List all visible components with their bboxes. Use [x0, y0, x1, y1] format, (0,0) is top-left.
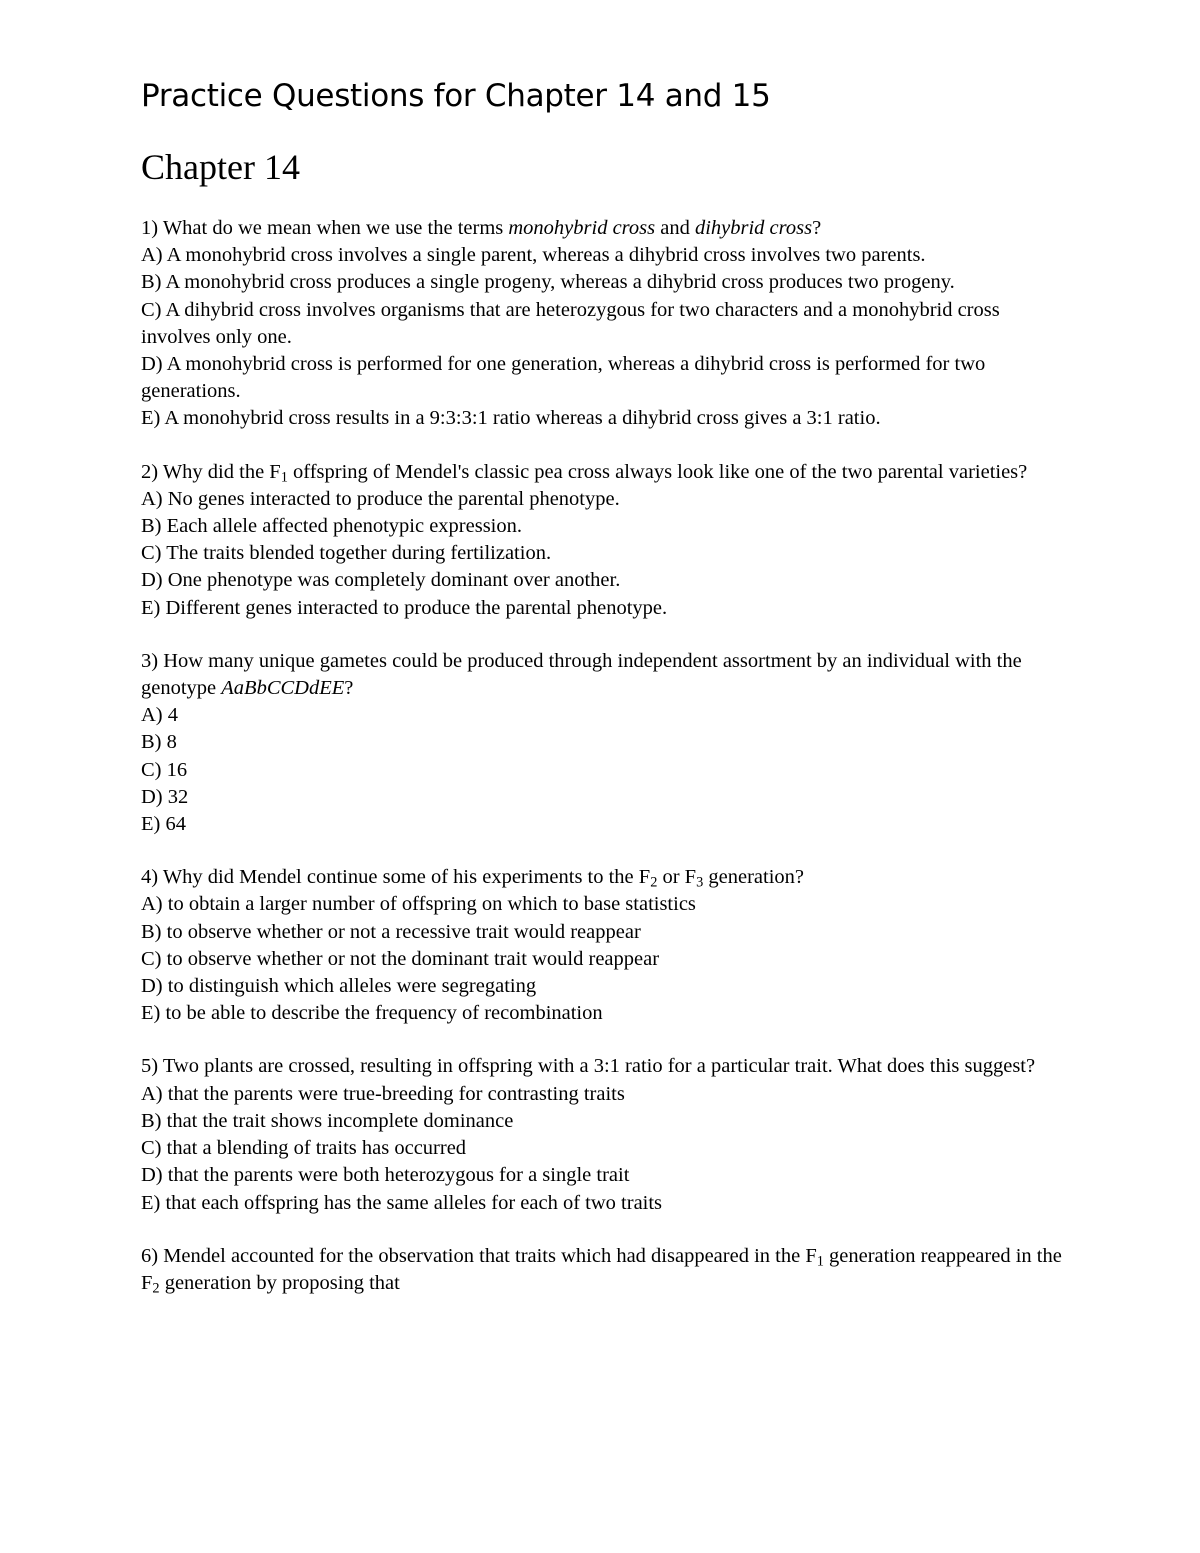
question-4-option-e: E) to be able to describe the frequency of recombination: [141, 1002, 603, 1025]
question-4-stem-text: generation?: [703, 866, 805, 889]
question-4-stem-text: 4) Why did Mendel continue some of his experiments to the F: [141, 866, 651, 889]
question-3-stem-text: ?: [344, 677, 354, 700]
question-2-option-d: D) One phenotype was completely dominant over another.: [141, 569, 621, 592]
question-4-option-d: D) to distinguish which alleles were segregating: [141, 975, 537, 998]
subscript: 1: [816, 1253, 824, 1270]
question-4-stem-text: or F: [657, 866, 697, 889]
question-6-stem-text: generation by proposing that: [159, 1271, 400, 1294]
question-3: [141, 648, 1066, 838]
question-3-stem: [141, 648, 1066, 702]
question-3-option-a: A) 4: [141, 704, 179, 727]
question-2-option-a: A) No genes interacted to produce the parental phenotype.: [141, 487, 620, 510]
question-6-stem-text: 6) Mendel accounted for the observation that traits which had disappeared in the F: [141, 1244, 817, 1267]
question-1-stem-text: 1) What do we mean when we use the terms: [141, 217, 509, 239]
question-4-option-b: B) to observe whether or not a recessive trait would reappear: [141, 920, 641, 943]
question-3-option-e: E) 64: [141, 813, 186, 836]
question-6: [141, 1243, 1066, 1297]
question-list: [141, 215, 1066, 1323]
question-3-option-c: C) 16: [141, 758, 188, 781]
question-2-stem-text: offspring of Mendel's classic pea cross always look like one of the two parental varieties?: [287, 460, 1028, 483]
term-monohybrid-cross: monohybrid cross: [508, 217, 656, 239]
question-3-option-d: D) 32: [141, 785, 189, 808]
question-5-option-a: A) that the parents were true-breeding for contrasting traits: [141, 1082, 625, 1105]
question-6-stem-text: generation reappeared in the F: [141, 1244, 1062, 1294]
question-5-option-c: C) that a blending of traits has occurred: [141, 1137, 467, 1160]
question-4-stem: [141, 864, 1066, 891]
subscript: 2: [152, 1280, 160, 1297]
term-dihybrid-cross: dihybrid cross: [694, 217, 813, 239]
subscript: 1: [280, 469, 288, 486]
question-1-stem-text: ?: [812, 217, 822, 239]
question-1-option-a: A) A monohybrid cross involves a single parent, whereas a dihybrid cross involves two parents.: [141, 244, 926, 267]
chapter-heading: Chapter 14: [141, 147, 300, 187]
question-1-option-d: D) A monohybrid cross is performed for one generation, whereas a dihybrid cross is performed for two generations.: [141, 353, 986, 403]
document-title: Practice Questions for Chapter 14 and 15: [141, 78, 771, 114]
question-2-stem: [141, 459, 1066, 486]
question-4: [141, 864, 1066, 1027]
question-1: [141, 215, 1066, 433]
question-2-stem-text: 2) Why did the F: [141, 460, 281, 483]
question-5: [141, 1053, 1066, 1216]
question-5-option-b: B) that the trait shows incomplete dominance: [141, 1109, 514, 1132]
question-2-option-b: B) Each allele affected phenotypic expression.: [141, 515, 522, 538]
question-1-stem-text: and: [655, 217, 695, 239]
question-4-option-a: A) to obtain a larger number of offspring on which to base statistics: [141, 893, 696, 916]
question-2-option-c: C) The traits blended together during fertilization.: [141, 542, 552, 565]
question-1-option-e: E) A monohybrid cross results in a 9:3:3:1 ratio whereas a dihybrid cross gives a 3:1 ratio.: [141, 407, 881, 430]
question-4-option-c: C) to observe whether or not the dominant trait would reappear: [141, 947, 660, 970]
question-3-option-b: B) 8: [141, 731, 177, 754]
genotype-term: AaBbCCDdEE: [221, 677, 345, 700]
question-1-stem: [141, 215, 1066, 242]
question-5-option-d: D) that the parents were both heterozygous for a single trait: [141, 1164, 630, 1187]
question-2-option-e: E) Different genes interacted to produce the parental phenotype.: [141, 596, 668, 619]
question-3-stem-text: 3) How many unique gametes could be produced through independent assortment by an individual with the genotype: [141, 649, 1022, 700]
subscript: 2: [650, 874, 658, 891]
question-1-option-c: C) A dihybrid cross involves organisms that are heterozygous for two characters and a monohybrid cross involves only one.: [141, 298, 1000, 348]
question-2: [141, 459, 1066, 622]
question-1-option-b: B) A monohybrid cross produces a single progeny, whereas a dihybrid cross produces two progeny.: [141, 271, 955, 294]
question-6-stem: [141, 1243, 1066, 1297]
question-5-stem: 5) Two plants are crossed, resulting in offspring with a 3:1 ratio for a particular trait. What does this suggest?: [141, 1055, 1036, 1078]
subscript: 3: [696, 874, 704, 891]
question-5-option-e: E) that each offspring has the same alleles for each of two traits: [141, 1191, 663, 1214]
